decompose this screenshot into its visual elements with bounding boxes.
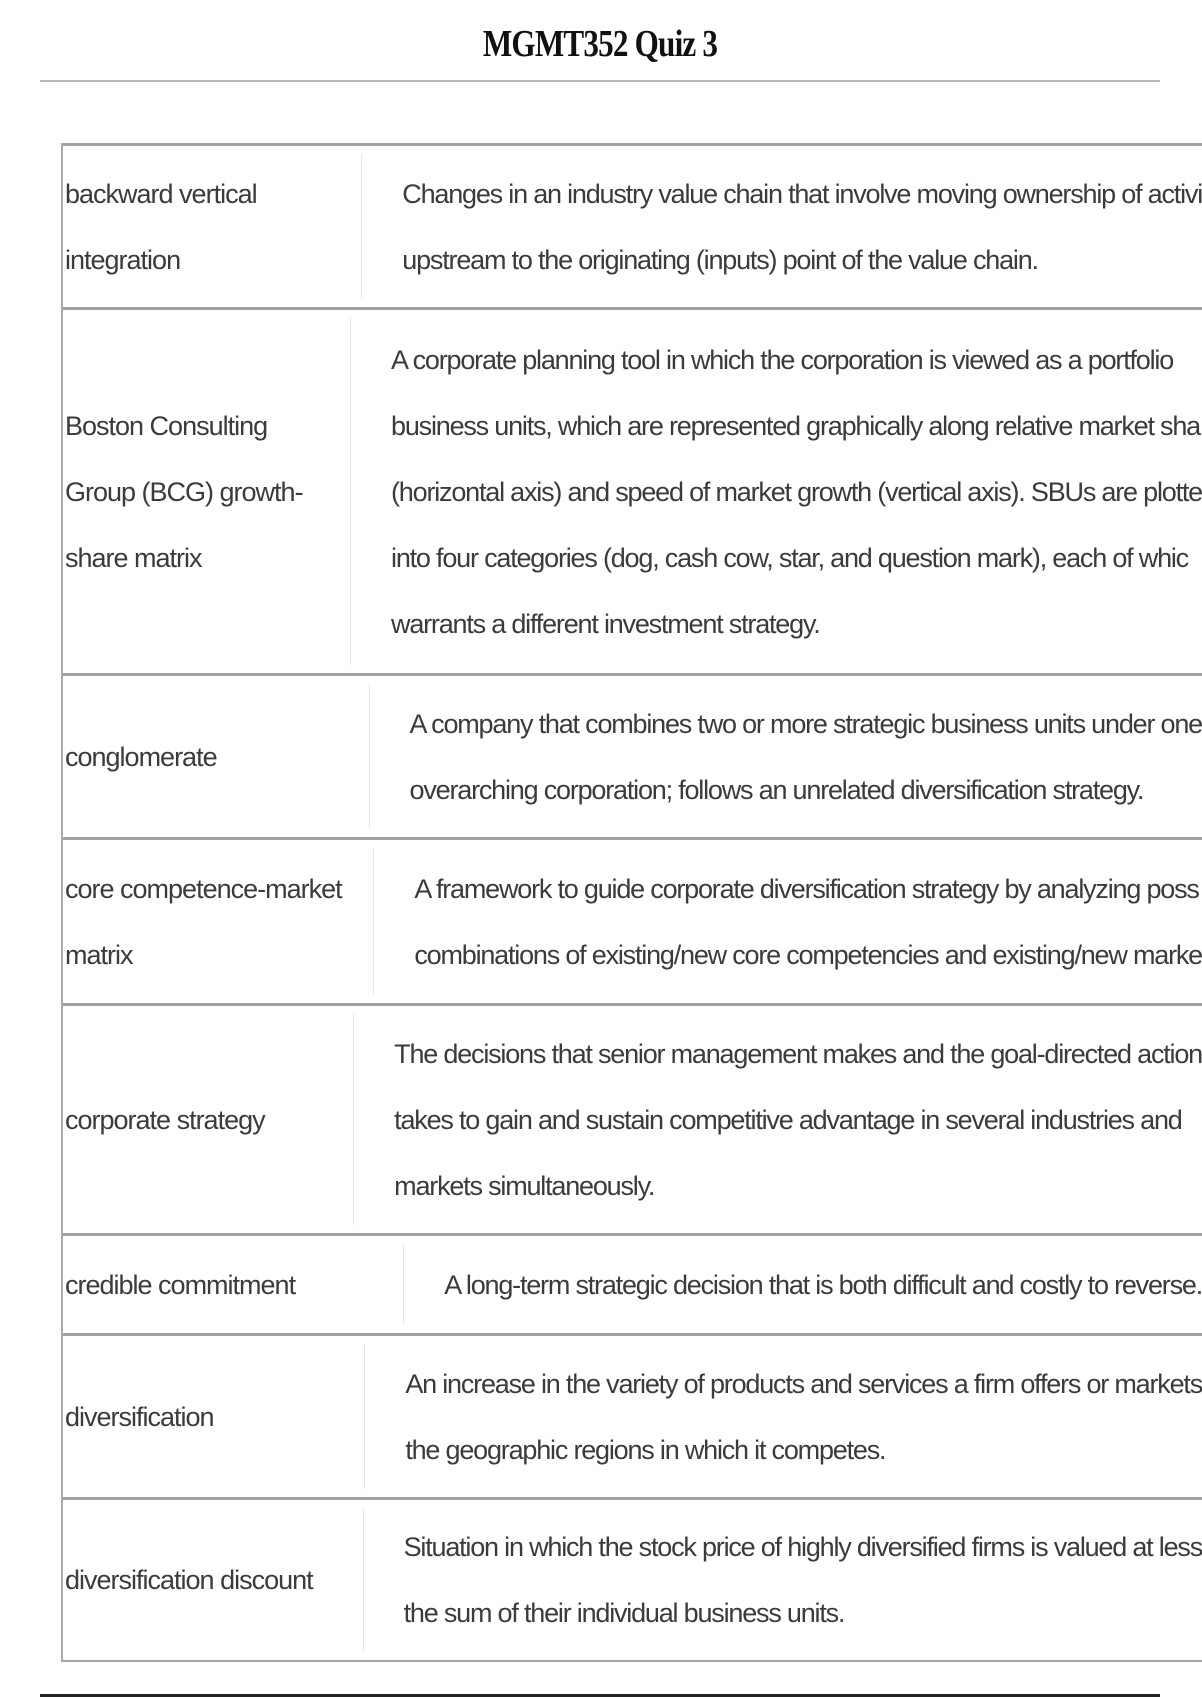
term-cell	[63, 1500, 364, 1660]
definition-cell	[370, 676, 1202, 837]
term-text: diversification	[65, 1401, 214, 1432]
definition-text: Changes in an industry value chain that involve moving ownership of activi	[402, 178, 1202, 209]
definition-text: upstream to the originating (inputs) point of the value chain.	[402, 244, 1038, 275]
table-row	[63, 307, 1202, 673]
term-text: corporate strategy	[65, 1104, 265, 1135]
term-text: backward vertical integration	[65, 178, 257, 275]
term-text: diversification discount	[65, 1565, 313, 1595]
term-text: credible commitment	[65, 1269, 296, 1300]
definition-cell	[365, 1336, 1202, 1497]
term-cell	[63, 676, 370, 837]
definition-cell	[364, 1500, 1202, 1660]
definition-text: business units, which are represented graphically along relative market sha	[391, 410, 1200, 441]
table-row	[63, 1003, 1202, 1233]
definition-text: A framework to guide corporate diversification strategy by analyzing poss	[414, 873, 1199, 904]
definition-cell	[351, 310, 1202, 673]
definition-text: combinations of existing/new core competencies and existing/new marke	[414, 939, 1202, 970]
definition-text: overarching corporation; follows an unrelated diversification strategy.	[409, 774, 1144, 805]
definition-text: (horizontal axis) and speed of market growth (vertical axis). SBUs are plotte	[391, 476, 1202, 507]
term-text: Boston Consulting Group (BCG) growth-	[65, 410, 303, 507]
definition-text: warrants a different investment strategy.	[391, 608, 820, 639]
definition-text: A corporate planning tool in which the corporation is viewed as a portfolio	[391, 344, 1174, 375]
table-row	[63, 143, 1202, 307]
definition-text: A company that combines two or more strategic business units under one	[409, 708, 1202, 739]
term-text: share matrix	[65, 542, 202, 573]
definition-text: the sum of their individual business units.	[403, 1598, 845, 1628]
definition-text: The decisions that senior management makes and the goal-directed action	[394, 1038, 1202, 1069]
term-text: core competence-market matrix	[65, 873, 342, 970]
term-cell	[63, 146, 362, 307]
definition-text: into four categories (dog, cash cow, star, and question mark), each of whic	[391, 542, 1188, 573]
definition-text: markets simultaneously.	[394, 1170, 655, 1201]
definition-text: Situation in which the stock price of highly diversified firms is valued at less	[403, 1532, 1202, 1562]
title-divider	[40, 80, 1160, 82]
definition-text: A long-term strategic decision that is both difficult and costly to reverse.	[444, 1269, 1202, 1300]
table-row	[63, 1497, 1202, 1662]
definition-cell	[354, 1006, 1202, 1233]
definition-cell	[404, 1236, 1202, 1333]
table-row	[63, 673, 1202, 837]
term-cell	[63, 1236, 404, 1333]
term-cell	[63, 840, 374, 1003]
definition-text: An increase in the variety of products and services a firm offers or markets	[405, 1368, 1202, 1399]
term-cell	[63, 310, 351, 673]
page-title: MGMT352 Quiz 3	[482, 23, 718, 65]
term-text: conglomerate	[65, 741, 217, 772]
term-cell	[63, 1336, 365, 1497]
definition-cell	[374, 840, 1202, 1003]
table-row	[63, 837, 1202, 1003]
table-row	[63, 1333, 1202, 1497]
definition-text: takes to gain and sustain competitive advantage in several industries and	[394, 1104, 1182, 1135]
term-cell	[63, 1006, 354, 1233]
glossary-table	[61, 143, 1202, 1662]
definition-text: the geographic regions in which it competes.	[405, 1434, 886, 1465]
footer-divider	[40, 1694, 1160, 1697]
table-row	[63, 1233, 1202, 1333]
definition-cell	[362, 146, 1202, 307]
